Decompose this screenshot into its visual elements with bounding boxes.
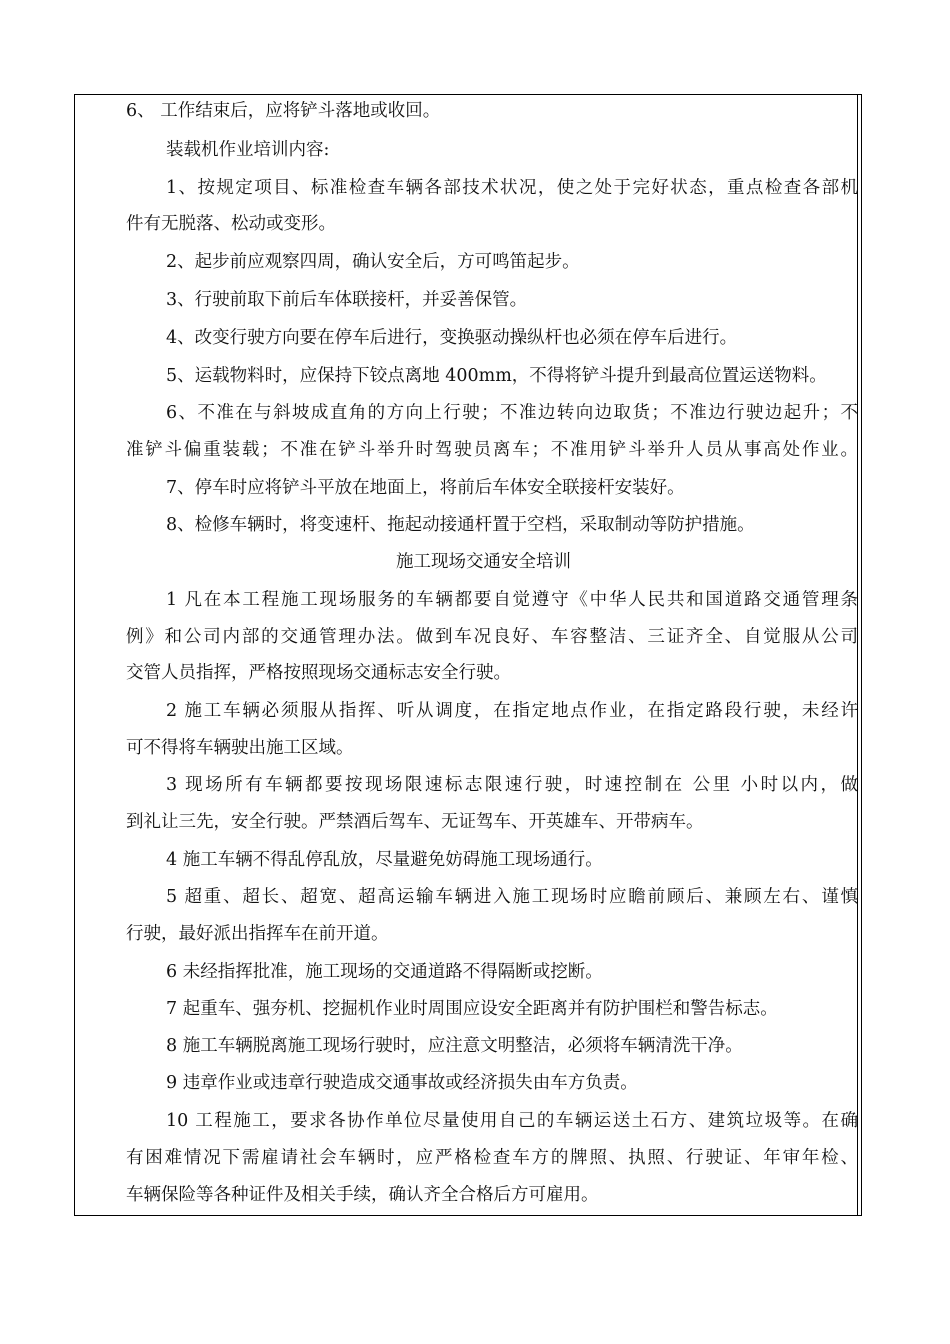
text-line: 2、起步前应观察四周，确认安全后，方可鸣笛起步。 <box>166 252 580 272</box>
text-line: 例》和公司内部的交通管理办法。做到车况良好、车容整洁、三证齐全、自觉服从公司 <box>126 627 858 647</box>
text-line: 到礼让三先，安全行驶。严禁酒后驾车、无证驾车、开英雄车、开带病车。 <box>126 812 704 832</box>
text-line: 6、不准在与斜坡成直角的方向上行驶；不准边转向边取货；不准边行驶边起升；不 <box>166 403 858 423</box>
text-line: 7 起重车、强夯机、挖掘机作业时周围应设安全距离并有防护围栏和警告标志。 <box>166 999 778 1019</box>
text-line: 10 工程施工，要求各协作单位尽量使用自己的车辆运送土石方、建筑垃圾等。在确 <box>166 1111 858 1131</box>
text-line: 交管人员指挥，严格按照现场交通标志安全行驶。 <box>126 663 511 683</box>
text-line: 6、 工作结束后，应将铲斗落地或收回。 <box>126 101 441 121</box>
text-line: 有困难情况下需雇请社会车辆时，应严格检查车方的牌照、执照、行驶证、年审年检、 <box>126 1148 858 1168</box>
text-line: 4、改变行驶方向要在停车后进行，变换驱动操纵杆也必须在停车后进行。 <box>166 328 738 348</box>
text-line: 8、检修车辆时，将变速杆、拖起动接通杆置于空档，采取制动等防护措施。 <box>166 515 755 535</box>
text-line: 5、运载物料时，应保持下铰点离地 400mm，不得将铲斗提升到最高位置运送物料。 <box>166 366 827 386</box>
text-line: 1 凡在本工程施工现场服务的车辆都要自觉遵守《中华人民共和国道路交通管理条 <box>166 590 858 610</box>
text-line: 3 现场所有车辆都要按现场限速标志限速行驶，时速控制在 公里 小时以内，做 <box>166 775 858 795</box>
text-line: 8 施工车辆脱离施工现场行驶时，应注意文明整洁，必须将车辆清洗干净。 <box>166 1036 743 1056</box>
text-line: 行驶，最好派出指挥车在前开道。 <box>126 924 389 944</box>
text-line: 3、行驶前取下前后车体联接杆，并妥善保管。 <box>166 290 528 310</box>
text-line: 件有无脱落、松动或变形。 <box>126 214 336 234</box>
text-line: 可不得将车辆驶出施工区域。 <box>126 738 354 758</box>
section-heading: 装载机作业培训内容: <box>166 140 330 160</box>
text-line: 9 违章作业或违章行驶造成交通事故或经济损失由车方负责。 <box>166 1073 638 1093</box>
text-line: 1、按规定项目、标准检查车辆各部技术状况，使之处于完好状态，重点检查各部机 <box>166 178 858 198</box>
text-line: 7、停车时应将铲斗平放在地面上，将前后车体安全联接杆安装好。 <box>166 478 685 498</box>
text-line: 2 施工车辆必须服从指挥、听从调度，在指定地点作业，在指定路段行驶，未经许 <box>166 701 858 721</box>
text-line: 6 未经指挥批准，施工现场的交通道路不得隔断或挖断。 <box>166 962 603 982</box>
text-line: 5 超重、超长、超宽、超高运输车辆进入施工现场时应瞻前顾后、兼顾左右、谨慎 <box>166 887 858 907</box>
section-heading: 施工现场交通安全培训 <box>396 552 571 572</box>
text-line: 4 施工车辆不得乱停乱放，尽量避免妨碍施工现场通行。 <box>166 850 603 870</box>
text-line: 车辆保险等各种证件及相关手续，确认齐全合格后方可雇用。 <box>126 1185 599 1205</box>
text-line: 准铲斗偏重装载；不准在铲斗举升时驾驶员离车；不准用铲斗举升人员从事高处作业。 <box>126 440 858 460</box>
